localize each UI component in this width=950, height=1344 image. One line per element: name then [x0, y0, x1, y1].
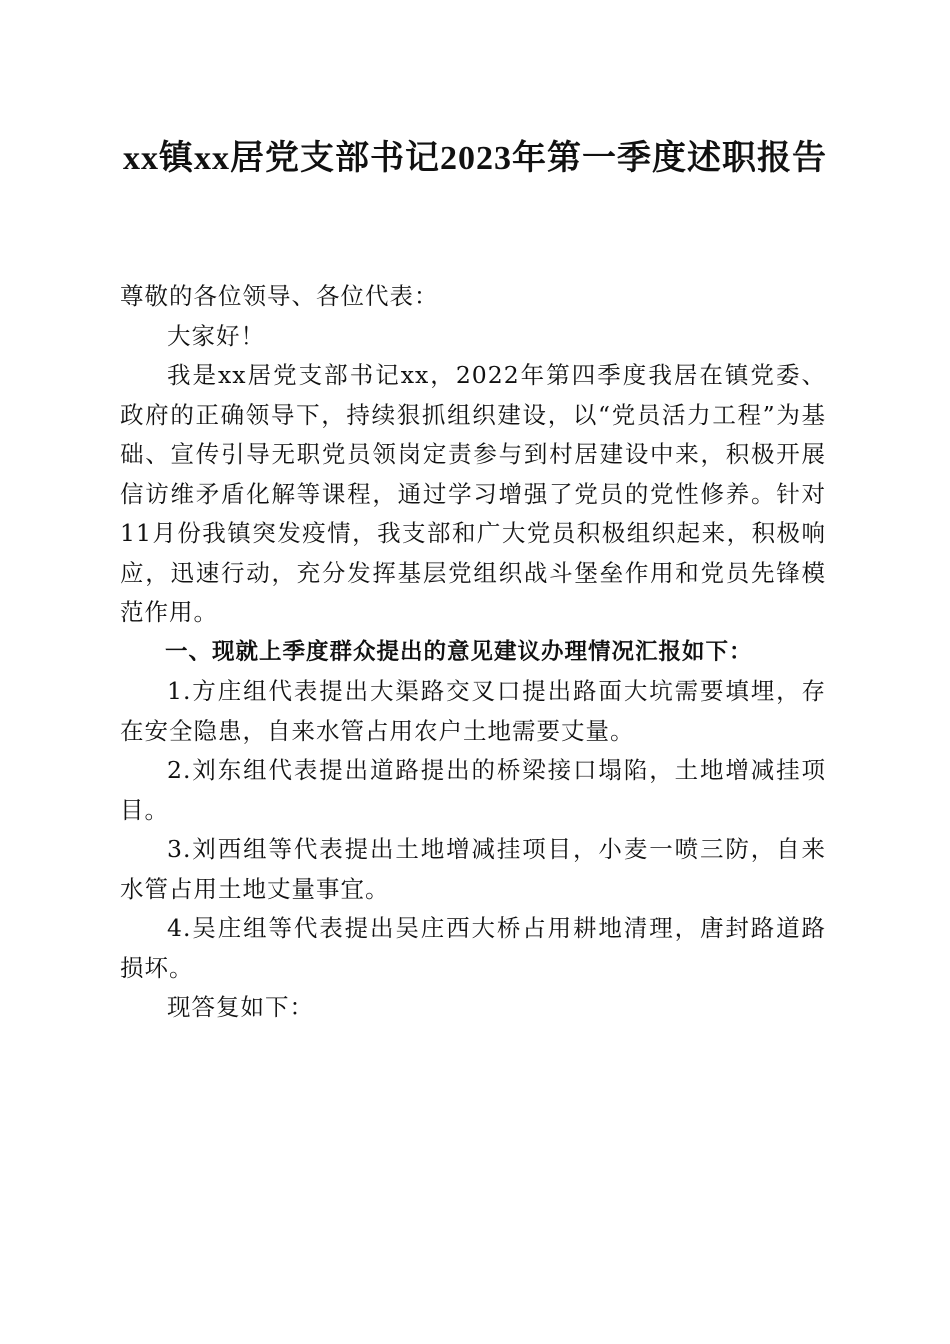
list-item: 1.方庄组代表提出大渠路交叉口提出路面大坑需要填埋，存在安全隐患，自来水管占用农户土地需要丈量。: [120, 677, 826, 745]
greeting: 大家好！: [167, 321, 265, 350]
salutation: 尊敬的各位领导、各位代表：: [120, 282, 439, 310]
list-item: 4.吴庄组等代表提出吴庄西大桥占用耕地清理，唐封路道路损坏。: [120, 914, 826, 982]
list-item: 2.刘东组代表提出道路提出的桥梁接口塌陷，土地增减挂项目。: [120, 756, 826, 824]
closing-line: 现答复如下：: [167, 993, 314, 1021]
intro-paragraph: 我是xx居党支部书记xx，2022年第四季度我居在镇党委、政府的正确领导下，持续狠抓组织建设，以“党员活力工程”为基础、宣传引导无职党员领岗定责参与到村居建设中来，积极开展信访维矛盾化解等课程，通过学习增强了党员的党性修养。针对11月份我镇突发疫情，我支部和广大党员积极组织起来，积极响应，迅速行动，充分发挥基层党组织战斗堡垒作用和党员先锋模范作用。: [120, 361, 826, 626]
document-body: [120, 277, 826, 1028]
document-title: xx镇xx居党支部书记2023年第一季度述职报告: [123, 140, 827, 177]
section-heading: 一、现就上季度群众提出的意见建议办理情况汇报如下：: [165, 638, 753, 665]
list-item: 3.刘西组等代表提出土地增减挂项目，小麦一喷三防，自来水管占用土地丈量事宜。: [120, 835, 826, 903]
